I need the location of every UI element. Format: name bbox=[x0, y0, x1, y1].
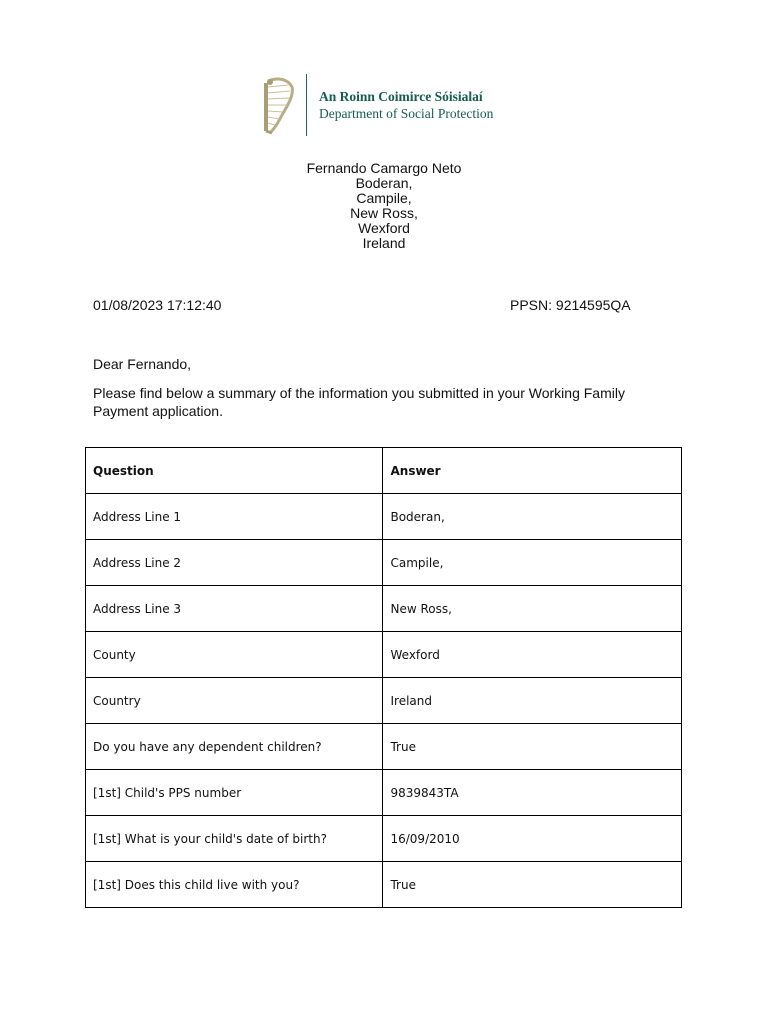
answer-cell: Boderan, bbox=[383, 494, 682, 540]
logo-divider bbox=[306, 74, 307, 136]
department-name-english: Department of Social Protection bbox=[319, 106, 494, 121]
department-logo bbox=[258, 74, 493, 136]
question-cell: Address Line 2 bbox=[86, 540, 383, 586]
answer-cell: Campile, bbox=[383, 540, 682, 586]
answer-cell: Ireland bbox=[383, 678, 682, 724]
harp-icon bbox=[258, 75, 296, 135]
question-cell: [1st] Child's PPS number bbox=[86, 770, 383, 816]
answer-cell: Wexford bbox=[383, 632, 682, 678]
intro-paragraph: Please find below a summary of the information you submitted in your Working Family Payment application. bbox=[93, 385, 625, 419]
table-row bbox=[86, 816, 682, 862]
question-cell: Do you have any dependent children? bbox=[86, 724, 383, 770]
question-cell: [1st] What is your child's date of birth? bbox=[86, 816, 383, 862]
table-row bbox=[86, 862, 682, 908]
recipient-name: Fernando Camargo Neto bbox=[306, 160, 462, 176]
recipient-address bbox=[0, 161, 768, 251]
department-name-irish: An Roinn Coimirce Sóisialaí bbox=[319, 89, 483, 104]
department-name bbox=[319, 88, 493, 122]
ppsn-number: PPSN: 9214595QA bbox=[510, 297, 631, 313]
table-row bbox=[86, 540, 682, 586]
answer-cell: 16/09/2010 bbox=[383, 816, 682, 862]
answer-cell: New Ross, bbox=[383, 586, 682, 632]
answer-cell: True bbox=[383, 862, 682, 908]
question-cell: Country bbox=[86, 678, 383, 724]
table-row bbox=[86, 724, 682, 770]
table-row bbox=[86, 632, 682, 678]
question-cell: Address Line 3 bbox=[86, 586, 383, 632]
question-cell: [1st] Does this child live with you? bbox=[86, 862, 383, 908]
table-row bbox=[86, 770, 682, 816]
column-header-question: Question bbox=[86, 448, 383, 494]
table-header-row bbox=[86, 448, 682, 494]
application-summary-table bbox=[85, 447, 682, 908]
address-line: Ireland bbox=[362, 235, 406, 251]
table-row bbox=[86, 678, 682, 724]
column-header-answer: Answer bbox=[383, 448, 682, 494]
address-line: Campile, bbox=[356, 190, 412, 206]
address-line: Wexford bbox=[358, 220, 410, 236]
address-line: Boderan, bbox=[355, 175, 413, 191]
letter-datetime: 01/08/2023 17:12:40 bbox=[93, 297, 222, 313]
table-row bbox=[86, 494, 682, 540]
answer-cell: True bbox=[383, 724, 682, 770]
salutation: Dear Fernando, bbox=[93, 356, 192, 372]
address-line: New Ross, bbox=[350, 205, 418, 221]
question-cell: County bbox=[86, 632, 383, 678]
question-cell: Address Line 1 bbox=[86, 494, 383, 540]
table-row bbox=[86, 586, 682, 632]
answer-cell: 9839843TA bbox=[383, 770, 682, 816]
